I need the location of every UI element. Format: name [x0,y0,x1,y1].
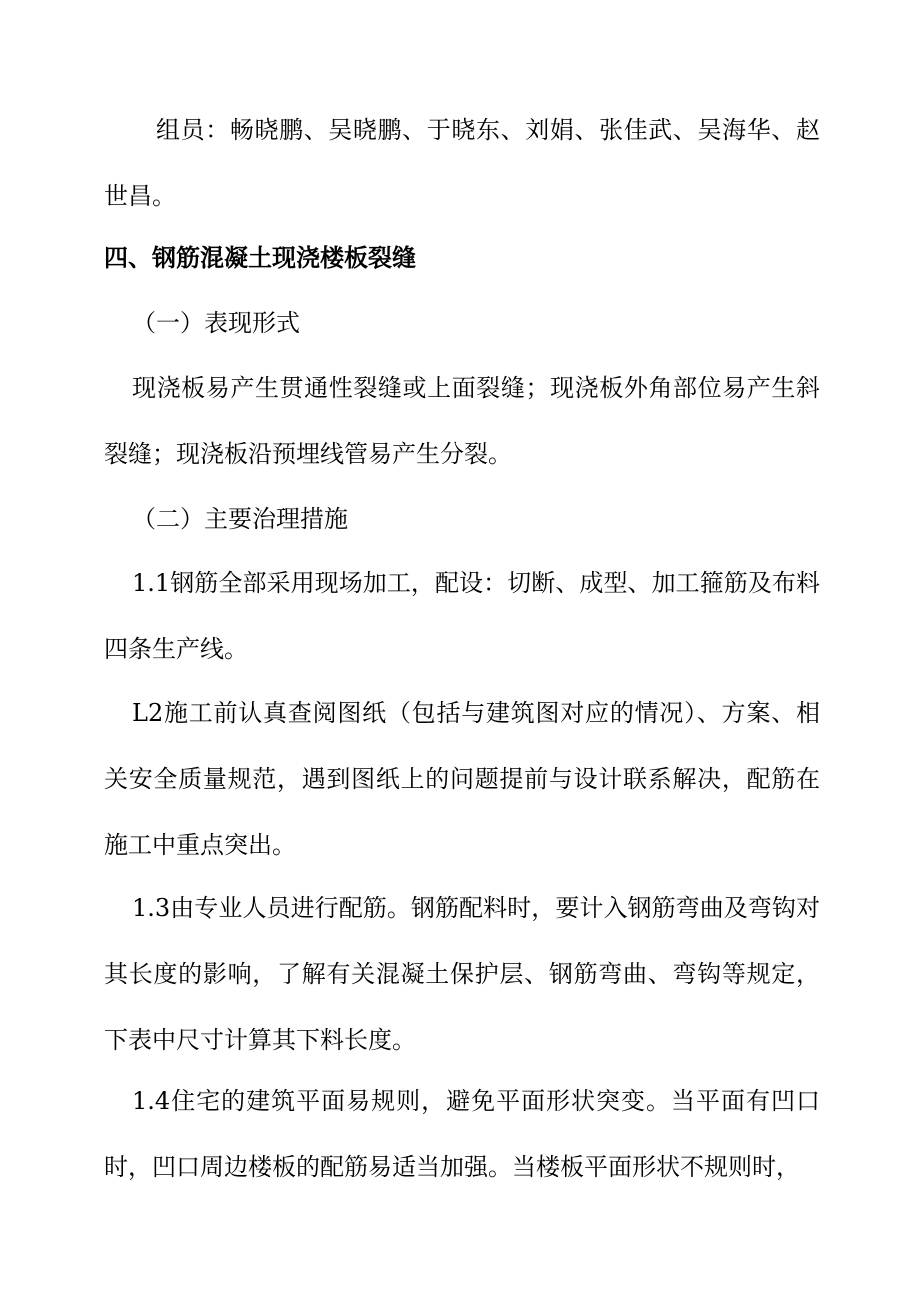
section-heading: 四、钢筋混凝土现浇楼板裂缝 [104,244,416,272]
measure-item-l2: L2施工前认真查阅图纸（包括与建筑图对应的情况）、方案、相关安全质量规范，遇到图纸上的问题提前与设计联系解决，配筋在施工中重点突出。 [104,699,820,859]
subsection-1-paragraph: 现浇板易产生贯通性裂缝或上面裂缝；现浇板外角部位易产生斜裂缝；现浇板沿预埋线管易产生分裂。 [104,374,820,468]
measure-item-1-1: 1.1钢筋全部采用现场加工，配设：切断、成型、加工箍筋及布料四条生产线。 [104,569,820,663]
subsection-heading-2: （二）主要治理措施 [132,505,348,533]
measure-item-1-3: 1.3由专业人员进行配筋。钢筋配料时，要计入钢筋弯曲及弯钩对其长度的影响，了解有关混凝土保护层、钢筋弯曲、弯钩等规定，下表中尺寸计算其下料长度。 [104,894,820,1054]
subsection-heading-1: （一）表现形式 [132,309,300,337]
members-paragraph: 组员：畅晓鹏、吴晓鹏、于晓东、刘娟、张佳武、吴海华、赵世昌。 [104,116,820,210]
measure-item-1-4: 1.4住宅的建筑平面易规则，避免平面形状突变。当平面有凹口时，凹口周边楼板的配筋易适当加强。当楼板平面形状不规则时， [104,1087,820,1181]
